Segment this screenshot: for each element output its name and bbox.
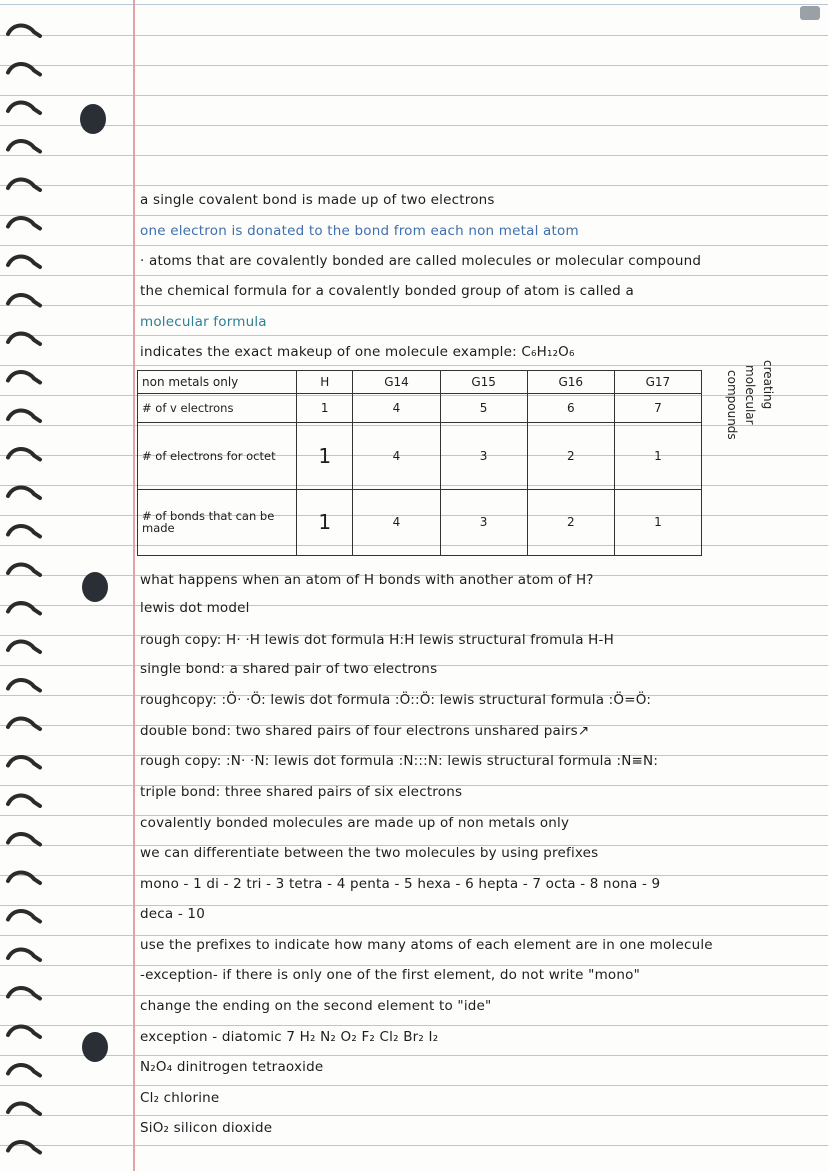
table-cell: # of electrons for octet [138,423,297,489]
spiral-coil [8,372,40,383]
punch-hole [82,572,108,602]
note-line: double bond: two shared pairs of four electrons unshared pairs↗ [140,723,590,739]
note-line: · atoms that are covalently bonded are called molecules or molecular compound [140,253,702,269]
note-line: deca - 10 [140,906,206,922]
spiral-coil [8,449,40,460]
note-line: roughcopy: :Ö· ·Ö: lewis dot formula :Ö::Ö: lewis structural formula :Ö=Ö: [140,692,652,708]
spiral-coil [8,411,40,422]
margin-line [133,0,135,1171]
spiral-coil [8,565,40,576]
note-line: mono - 1 di - 2 tri - 3 tetra - 4 penta - 5 hexa - 6 hepta - 7 octa - 8 nona - 9 [140,876,661,892]
spiral-coil [8,1104,40,1115]
spiral-coil [8,141,40,152]
note-line: use the prefixes to indicate how many atoms of each element are in one molecule [140,937,713,953]
table-row [138,394,702,423]
spiral-coil [8,911,40,922]
table-header: G17 [614,371,701,394]
table-header: G15 [440,371,527,394]
spiral-coil [8,603,40,614]
table-cell: # of v electrons [138,394,297,423]
note-line: triple bond: three shared pairs of six electrons [140,784,463,800]
table-header-row [138,371,702,394]
note-line: change the ending on the second element to "ide" [140,998,492,1014]
spiral-coil [8,719,40,730]
page-corner [800,6,820,20]
table-cell: 1 [297,489,353,556]
note-line: molecular formula [140,314,267,330]
spiral-coil [8,680,40,691]
note-line: rough copy: H· ·H lewis dot formula H:H lewis structural fromula H-H [140,632,614,648]
note-line: -exception- if there is only one of the first element, do not write "mono" [140,967,641,983]
note-line: N₂O₄ dinitrogen tetraoxide [140,1059,324,1075]
note-line: exception - diatomic 7 H₂ N₂ O₂ F₂ Cl₂ Br₂ I₂ [140,1029,439,1045]
note-line: SiO₂ silicon dioxide [140,1120,273,1136]
table-cell: 4 [353,394,440,423]
table-cell: 5 [440,394,527,423]
table-cell: 4 [353,489,440,556]
table-header: H [297,371,353,394]
spiral-coil [8,1065,40,1076]
spiral-coil [8,526,40,537]
spiral-coil [8,757,40,768]
spiral-coil [8,988,40,999]
spiral-coil [8,834,40,845]
spiral-coil [8,488,40,499]
table-row [138,423,702,489]
spiral-coil [8,26,40,37]
table-header: G14 [353,371,440,394]
side-note: compounds [725,370,739,440]
spiral-coil [8,295,40,306]
note-line: the chemical formula for a covalently bonded group of atom is called a [140,283,634,299]
spiral-coil [8,950,40,961]
note-line: what happens when an atom of H bonds with another atom of H? [140,572,594,588]
spiral-coil [8,642,40,653]
note-line: indicates the exact makeup of one molecule example: C₆H₁₂O₆ [140,344,575,360]
spiral-coil [8,796,40,807]
table-cell: 2 [527,423,614,489]
spiral-coil [8,64,40,75]
note-line: we can differentiate between the two molecules by using prefixes [140,845,599,861]
table-cell: 6 [527,394,614,423]
table-row [138,489,702,556]
table-cell: 7 [614,394,701,423]
table-cell: 1 [297,394,353,423]
spiral-coil [8,218,40,229]
note-line: covalently bonded molecules are made up of non metals only [140,815,570,831]
table-cell: # of bonds that can be made [138,489,297,556]
note-line: single bond: a shared pair of two electrons [140,661,438,677]
note-line: Cl₂ chlorine [140,1090,220,1106]
spiral-coil [8,257,40,268]
spiral-binding [4,20,44,1170]
table-cell: 3 [440,489,527,556]
punch-hole [82,1032,108,1062]
table-cell: 1 [614,489,701,556]
note-line: lewis dot model [140,600,250,616]
table-header: non metals only [138,371,297,394]
note-line: rough copy: :N· ·N: lewis dot formula :N:::N: lewis structural formula :N≡N: [140,753,659,769]
table-header: G16 [527,371,614,394]
electron-table [137,370,702,556]
spiral-coil [8,180,40,191]
spiral-coil [8,334,40,345]
spiral-coil [8,873,40,884]
table-cell: 2 [527,489,614,556]
table-cell: 3 [440,423,527,489]
table-cell: 1 [614,423,701,489]
side-note: molecular [743,365,757,425]
table-cell: 1 [297,423,353,489]
side-note: creating [761,360,775,410]
spiral-coil [8,1027,40,1038]
table-cell: 4 [353,423,440,489]
spiral-coil [8,103,40,114]
spiral-coil [8,1142,40,1153]
note-line: a single covalent bond is made up of two electrons [140,192,495,208]
punch-hole [80,104,106,134]
note-line: one electron is donated to the bond from each non metal atom [140,223,579,239]
